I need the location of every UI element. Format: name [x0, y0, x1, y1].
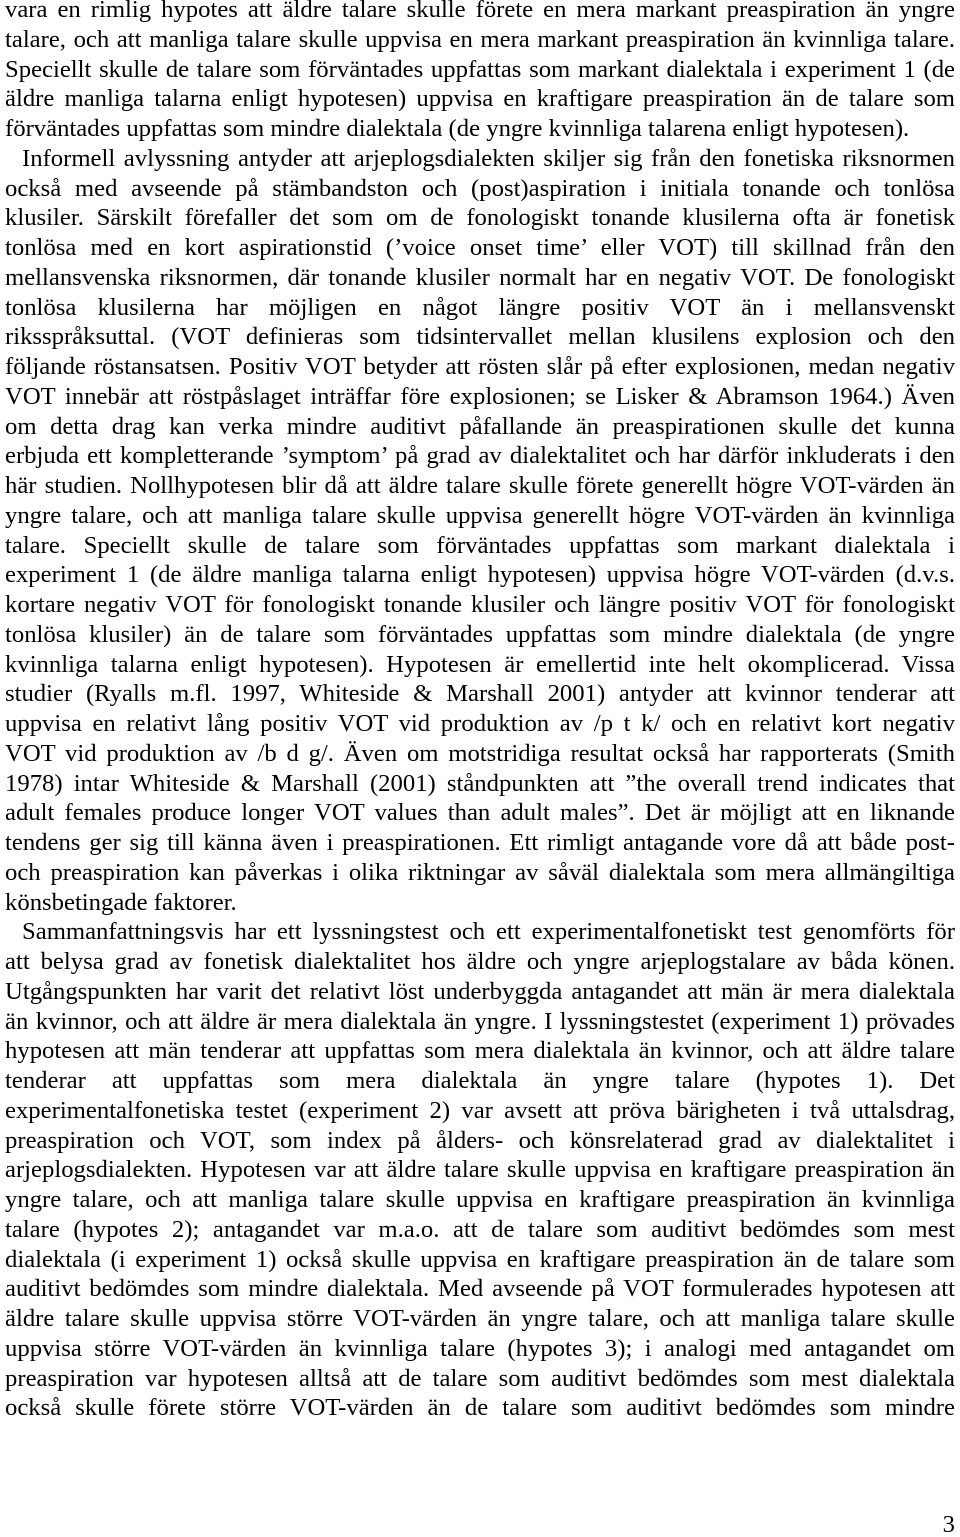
text-line: här studien. Nollhypotesen blir då att äldre talare skulle förete generellt högre VOT-värden än — [5, 472, 955, 499]
text-line: förväntades uppfattas som mindre dialektala (de yngre kvinnliga talarena enligt hypotesen). — [5, 115, 910, 142]
text-line: Utgångspunkten har varit det relativt löst underbyggda antagandet att män är mera dialektala — [5, 977, 955, 1005]
text-line: 1978) intar Whiteside & Marshall (2001) ståndpunkten att ”the overall trend indicates that — [5, 769, 955, 797]
text-line: VOT vid produktion av /b d g/. Även om motstridiga resultat också har rapporterats (Smith — [5, 739, 955, 767]
paragraph-hypothesis-continuation — [5, 0, 955, 144]
text-line: tenderar att uppfattas som mera dialektala än yngre talare (hypotes 1). Det — [5, 1067, 955, 1094]
text-line: yngre talare, och att manliga talare skulle uppvisa en kraftigare preaspiration än kvinnliga — [5, 1186, 955, 1213]
text-line: än kvinnor, och att äldre är mera dialektala än yngre. I lyssningstestet (experiment 1) prövades — [5, 1007, 955, 1035]
text-line: dialektala (i experiment 1) också skulle uppvisa en kraftigare preaspiration än de talare som — [5, 1245, 955, 1273]
text-line: talare (hypotes 2); antagandet var m.a.o. att de talare som auditivt bedömdes som mest — [5, 1215, 955, 1243]
text-line: preaspiration var hypotesen alltså att de talare som auditivt bedömdes som mest dialektala — [5, 1364, 955, 1392]
paragraph-vot — [5, 144, 955, 918]
text-line: talare, och att manliga talare skulle uppvisa en mera markant preaspiration än kvinnliga talare. — [5, 25, 955, 53]
text-line: också med avseende på stämbandston och (post)aspiration i initiala tonande och tonlösa — [5, 174, 955, 202]
text-line: könsbetingade faktorer. — [5, 888, 237, 916]
page-number: 3 — [942, 1511, 955, 1537]
text-line: talare. Speciellt skulle de talare som förväntades uppfattas som markant dialektala i — [5, 531, 955, 559]
text-line: kortare negativ VOT för fonologiskt tonande klusiler och längre positiv VOT för fonologiskt — [5, 591, 955, 618]
text-line: studier (Ryalls m.fl. 1997, Whiteside & Marshall 2001) antyder att kvinnor tenderar att — [5, 680, 955, 708]
text-line: erbjuda ett kompletterande ’symptom’ på grad av dialektalitet och har därför inkluderats i den — [5, 442, 955, 470]
text-line: äldre manliga talarna enligt hypotesen) uppvisa en kraftigare preaspiration än de talare som — [5, 85, 955, 113]
body-text — [5, 0, 955, 1423]
text-line: Speciellt skulle de talare som förväntades uppfattas som markant dialektala i experiment 1 (de — [5, 55, 955, 83]
text-line: följande röstansatsen. Positiv VOT betyder att rösten slår på efter explosionen, medan negativ — [5, 353, 955, 380]
text-line: Informell avlyssning antyder att arjeplogsdialekten skiljer sig från den fonetiska riksnormen — [22, 144, 955, 172]
text-line: kvinnliga talarna enligt hypotesen). Hypotesen är emellertid inte helt okomplicerad. Vissa — [5, 650, 955, 678]
text-line: mellansvenska riksnormen, där tonande klusiler normalt har en negativ VOT. De fonologiskt — [5, 263, 955, 291]
text-line: adult females produce longer VOT values than adult males”. Det är möjligt att en liknande — [5, 799, 955, 827]
text-line: klusiler. Särskilt förefaller det som om de fonologiskt tonande klusilerna ofta är fonetisk — [5, 204, 955, 232]
text-line: arjeplogsdialekten. Hypotesen var att äldre talare skulle uppvisa en kraftigare preaspiration än — [5, 1156, 955, 1184]
text-line: äldre talare skulle uppvisa större VOT-värden än yngre talare, och att manliga talare skulle — [5, 1305, 955, 1332]
text-line: också skulle förete större VOT-värden än de talare som auditivt bedömdes som mindre — [5, 1394, 955, 1422]
text-line: experiment 1 (de äldre manliga talarna enligt hypotesen) uppvisa högre VOT-värden (d.v.s. — [5, 561, 955, 589]
text-line: och preaspiration kan påverkas i olika riktningar av såväl dialektala som mera allmängiltiga — [5, 858, 955, 886]
text-line: yngre talare, och att manliga talare skulle uppvisa generellt högre VOT-värden än kvinnliga — [5, 501, 955, 529]
paragraph-summary — [5, 917, 955, 1423]
text-line: tonlösa klusiler) än de talare som förväntades uppfattas som mindre dialektala (de yngre — [5, 620, 955, 648]
text-line: uppvisa en relativt lång positiv VOT vid produktion av /p t k/ och en relativt kort negativ — [5, 710, 955, 737]
text-line: auditivt bedömdes som mindre dialektala. Med avseende på VOT formulerades hypotesen att — [5, 1275, 955, 1303]
text-line: VOT innebär att röstpåslaget inträffar före explosionen; se Lisker & Abramson 1964.) Även — [5, 382, 955, 410]
text-line: tendens ger sig till känna även i preaspirationen. Ett rimligt antagande vore då att både post- — [5, 829, 955, 856]
text-line: riksspråksuttal. (VOT definieras som tidsintervallet mellan klusilens explosion och den — [5, 323, 955, 351]
text-line: experimentalfonetiska testet (experiment 2) var avsett att pröva bärigheten i två uttalsdrag, — [5, 1096, 955, 1124]
text-line: preaspiration och VOT, som index på ålders- och könsrelaterad grad av dialektalitet i — [5, 1126, 955, 1154]
text-line: uppvisa större VOT-värden än kvinnliga talare (hypotes 3); i analogi med antagandet om — [5, 1334, 955, 1362]
text-line: om detta drag kan verka mindre auditivt påfallande än preaspirationen skulle det kunna — [5, 412, 955, 440]
text-line: vara en rimlig hypotes att äldre talare skulle förete en mera markant preaspiration än yngre — [5, 0, 955, 23]
text-line: Sammanfattningsvis har ett lyssningstest och ett experimentalfonetiskt test genomförts för — [22, 918, 955, 946]
text-line: hypotesen att män tenderar att uppfattas som mera dialektala än kvinnor, och att äldre talare — [5, 1037, 955, 1065]
text-line: att belysa grad av fonetisk dialektalitet hos äldre och yngre arjeplogstalare av båda könen. — [5, 948, 955, 975]
text-line: tonlösa med en kort aspirationstid (’voice onset time’ eller VOT) till skillnad från den — [5, 234, 955, 261]
text-line: tonlösa klusilerna har möjligen en något längre positiv VOT än i mellansvenskt — [5, 293, 955, 321]
